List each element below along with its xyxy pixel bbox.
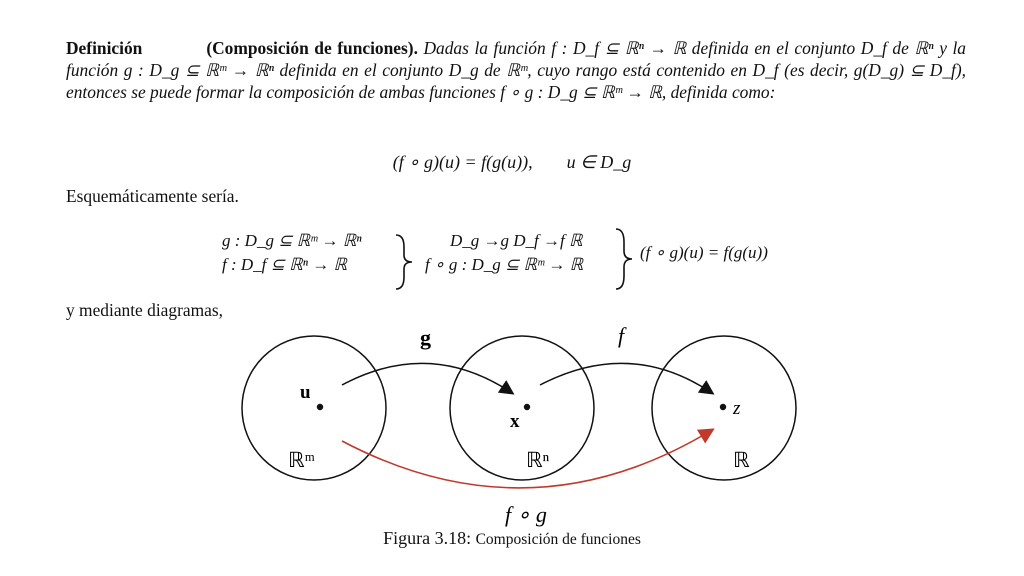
set-label-1: ℝᵐ <box>288 448 315 472</box>
set-label-2: ℝⁿ <box>526 448 550 472</box>
definition-paragraph <box>66 38 966 103</box>
set-label-3: ℝ <box>733 448 750 472</box>
set-circle-2 <box>450 336 594 480</box>
figure-caption <box>0 528 1024 549</box>
schematic-result: (f ∘ g)(u) = f(g(u)) <box>640 243 768 262</box>
arrow-f <box>540 363 712 393</box>
definition-subheading: (Composición de funciones). <box>206 38 418 58</box>
point-z-dot <box>720 404 726 410</box>
composition-equation <box>0 152 1024 173</box>
composition-diagram <box>0 310 1024 530</box>
point-x-dot <box>524 404 530 410</box>
schematic-block <box>0 225 1024 295</box>
schematic-middle-line2: f ∘ g : D_g ⊆ ℝᵐ → ℝ <box>425 255 584 274</box>
schematic-middle-line1: D_g →g D_f →f ℝ <box>450 231 583 250</box>
label-x: x <box>510 411 520 432</box>
diagram-intro: y mediante diagramas, <box>66 300 223 320</box>
left-brace-icon <box>392 233 416 291</box>
caption-label: Figura 3.18: <box>383 528 472 548</box>
label-g: g <box>420 325 431 350</box>
definition-heading: Definición <box>66 38 143 58</box>
label-fg: f ∘ g <box>505 502 547 527</box>
schematic-intro: Esquemáticamente sería. <box>66 186 239 206</box>
label-u: u <box>300 382 311 403</box>
right-brace-icon <box>612 227 636 291</box>
caption-text: Composición de funciones <box>475 531 641 548</box>
schematic-left-line2: f : D_f ⊆ ℝⁿ → ℝ <box>222 255 347 274</box>
point-u-dot <box>317 404 323 410</box>
arrow-g <box>342 363 512 393</box>
schematic-left-line1: g : D_g ⊆ ℝᵐ → ℝⁿ <box>222 231 362 250</box>
label-f: f <box>618 323 625 348</box>
definition-body: Dadas la función f : D_f ⊆ ℝⁿ → ℝ definida en el conjunto D_f de ℝⁿ y la función g : D_g ⊆ ℝᵐ → ℝⁿ definida en el conjunto D_g de ℝᵐ, cuyo rango está contenido en D_f (es decir, g(D_g) ⊆ D_f), entonces se puede formar la composición de ambas funciones f ∘ g : D_g ⊆ ℝᵐ → ℝ, definida como: <box>66 38 966 102</box>
equation-lhs: (f ∘ g)(u) = f(g(u)), <box>392 152 533 172</box>
equation-rhs: u ∈ D_g <box>566 152 632 172</box>
label-z: z <box>733 398 741 419</box>
